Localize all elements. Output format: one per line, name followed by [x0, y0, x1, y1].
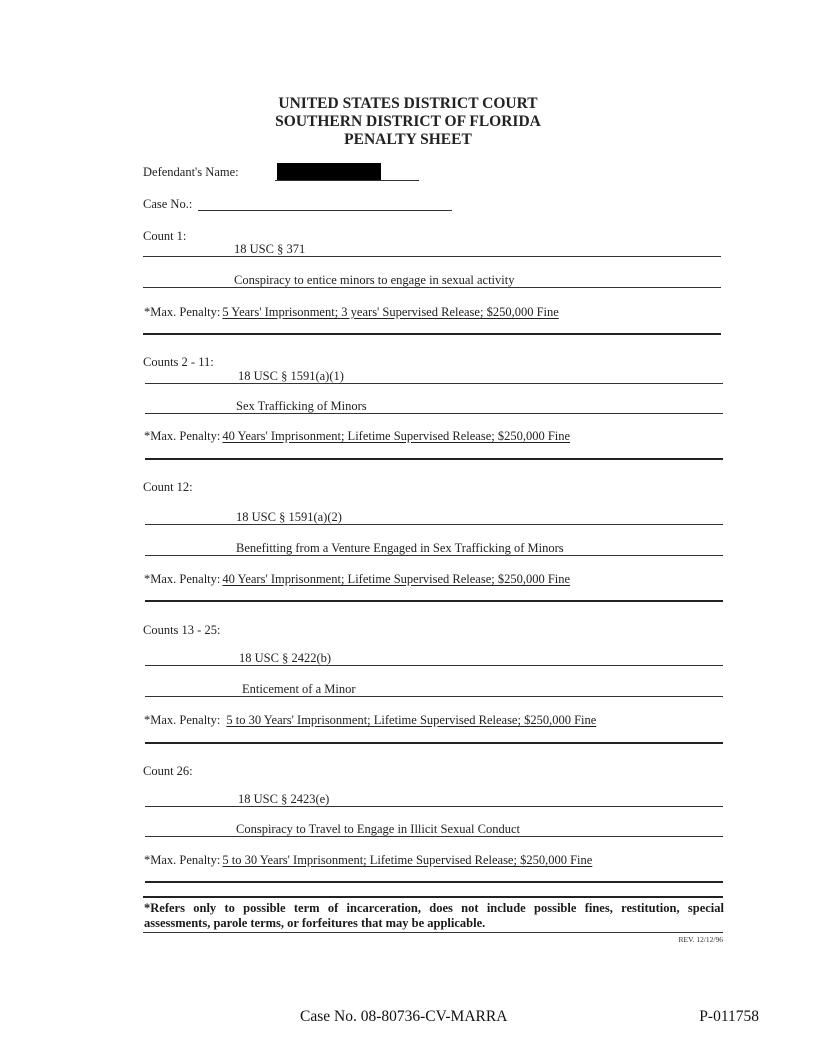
revision-date: REV. 12/12/96: [678, 935, 723, 944]
case-number-label: Case No.:: [143, 197, 193, 211]
document-header: [0, 95, 816, 149]
max-penalty-value: 5 to 30 Years' Imprisonment; Lifetime Supervised Release; $250,000 Fine: [222, 853, 593, 867]
footnote-text: *Refers only to possible term of incarceration, does not include possible fines, restitution, special assessments, parole terms, or forfeitures that may be applicable.: [144, 901, 724, 930]
max-penalty-value: 40 Years' Imprisonment; Lifetime Supervised Release; $250,000 Fine: [222, 572, 571, 586]
max-penalty-row: [144, 429, 570, 444]
description-line: [143, 287, 721, 288]
count-statute: 18 USC § 1591(a)(1): [238, 369, 344, 383]
description-line: [145, 555, 723, 556]
court-name: UNITED STATES DISTRICT COURT: [278, 95, 538, 112]
max-penalty-label: *Max. Penalty:: [144, 853, 221, 867]
count-statute: 18 USC § 2422(b): [239, 651, 332, 665]
max-penalty-row: [144, 853, 592, 868]
defendant-name-line: [275, 180, 419, 181]
section-divider: [145, 742, 723, 744]
description-line: [145, 696, 723, 697]
count-description: Conspiracy to entice minors to engage in sexual activity: [234, 273, 515, 287]
case-number-line: [198, 210, 452, 211]
statute-line: [145, 383, 723, 384]
footnote-bottom-rule: [143, 932, 723, 933]
max-penalty-row: [144, 713, 596, 728]
section-divider: [145, 600, 723, 602]
max-penalty-label: *Max. Penalty:: [144, 572, 221, 586]
count-label: Count 26:: [143, 764, 193, 778]
count-statute: 18 USC § 1591(a)(2): [236, 510, 342, 524]
count-statute: 18 USC § 2423(e): [238, 792, 330, 806]
statute-line: [145, 806, 723, 807]
count-description: Benefitting from a Venture Engaged in Sex Trafficking of Minors: [236, 541, 564, 555]
description-line: [145, 413, 723, 414]
section-divider: [143, 333, 721, 335]
count-description: Enticement of a Minor: [242, 682, 356, 696]
count-label: Counts 13 - 25:: [143, 623, 221, 637]
max-penalty-label: *Max. Penalty:: [144, 429, 221, 443]
max-penalty-row: [144, 305, 559, 320]
statute-line: [145, 524, 723, 525]
count-description: Conspiracy to Travel to Engage in Illicit Sexual Conduct: [236, 822, 520, 836]
redaction-block: [277, 163, 381, 180]
statute-line: [143, 256, 721, 257]
footer-page-id: P-011758: [699, 1008, 759, 1025]
count-description: Sex Trafficking of Minors: [236, 399, 367, 413]
statute-line: [145, 665, 723, 666]
footnote-top-rule: [143, 896, 723, 898]
defendant-name-label: Defendant's Name:: [143, 165, 239, 179]
count-label: Count 1:: [143, 229, 187, 243]
description-line: [145, 836, 723, 837]
district-name: SOUTHERN DISTRICT OF FLORIDA: [275, 113, 541, 130]
max-penalty-value: 40 Years' Imprisonment; Lifetime Supervised Release; $250,000 Fine: [222, 429, 571, 443]
max-penalty-value: 5 Years' Imprisonment; 3 years' Supervised Release; $250,000 Fine: [222, 305, 559, 319]
max-penalty-label: *Max. Penalty:: [144, 713, 221, 727]
count-label: Counts 2 - 11:: [143, 355, 214, 369]
max-penalty-value: 5 to 30 Years' Imprisonment; Lifetime Supervised Release; $250,000 Fine: [226, 713, 597, 727]
section-divider: [145, 458, 723, 460]
count-label: Count 12:: [143, 480, 193, 494]
section-divider: [145, 881, 723, 883]
max-penalty-row: [144, 572, 570, 587]
count-statute: 18 USC § 371: [234, 242, 306, 256]
sheet-title: PENALTY SHEET: [344, 131, 472, 148]
max-penalty-label: *Max. Penalty:: [144, 305, 221, 319]
footer-case-number: Case No. 08-80736-CV-MARRA: [300, 1008, 508, 1025]
